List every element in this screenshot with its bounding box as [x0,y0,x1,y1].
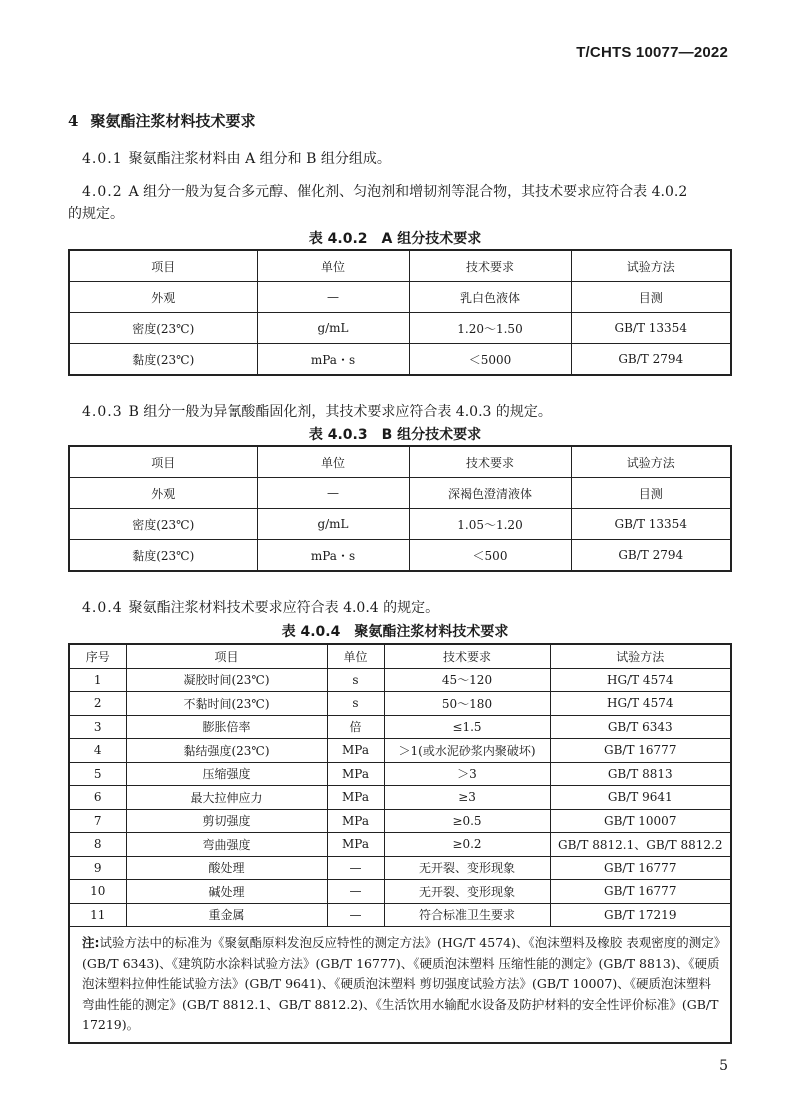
table-cell: 膨胀倍率 [126,715,327,739]
table-cell: 7 [69,809,126,833]
table-cell: 弯曲强度 [126,833,327,857]
header-cell: 试验方法 [550,644,731,668]
table-row [69,856,731,880]
table-cell: 黏度(23℃) [69,344,257,376]
table-cell: 无开裂、变形现象 [384,856,550,880]
header-cell: 技术要求 [409,446,571,478]
table-cell: ＞1(或水泥砂浆内聚破坏) [384,739,550,763]
table-cell: MPa [327,809,384,833]
table-cell: 无开裂、变形现象 [384,880,550,904]
table-cell: GB/T 17219 [550,903,731,927]
table-cell: GB/T 8813 [550,762,731,786]
section-title: 聚氨酯注浆材料技术要求 [90,112,256,130]
clause-4-0-2 [68,181,728,225]
table-cell: 1.05～1.20 [409,509,571,540]
table-cell: 8 [69,833,126,857]
table-cell: 剪切强度 [126,809,327,833]
table-cell: 深褐色澄清液体 [409,478,571,509]
table-cell: 倍 [327,715,384,739]
table-cell: GB/T 2794 [571,344,731,376]
table-cell: 2 [69,692,126,716]
table-row [69,282,731,313]
table-cell: s [327,668,384,692]
table-header-row [69,250,731,282]
standard-code: T/CHTS 10077—2022 [576,44,728,61]
table-row [69,540,731,572]
table-cell: 黏度(23℃) [69,540,257,572]
table-cell: 目测 [571,282,731,313]
clause-text: 聚氨酯注浆材料由 A 组分和 B 组分组成。 [128,151,391,167]
table-cell: ＞3 [384,762,550,786]
clause-number: 4.0.4 [82,600,123,616]
table-row [69,668,731,692]
table-cell: 重金属 [126,903,327,927]
table-cell: 凝胶时间(23℃) [126,668,327,692]
table-cell: 乳白色液体 [409,282,571,313]
table-cell: GB/T 16777 [550,739,731,763]
clause-text: B 组分一般为异氰酸酯固化剂，其技术要求应符合表 4.0.3 的规定。 [128,404,552,420]
clause-text: A 组分一般为复合多元醇、催化剂、匀泡剂和增韧剂等混合物，其技术要求应符合表 4.0.2 [128,184,688,200]
header-cell: 单位 [327,644,384,668]
table-cell: 密度(23℃) [69,313,257,344]
table-cell: 6 [69,786,126,810]
table-cell: MPa [327,762,384,786]
table-cell: — [257,282,409,313]
table-header-row [69,446,731,478]
table-cell: — [327,880,384,904]
header-cell: 技术要求 [384,644,550,668]
table-cell: 碱处理 [126,880,327,904]
table-cell: 10 [69,880,126,904]
table-cell: GB/T 13354 [571,509,731,540]
table-4-0-4 [68,643,732,1044]
header-cell: 单位 [257,250,409,282]
header-cell: 项目 [69,250,257,282]
header-cell: 项目 [126,644,327,668]
table-cell: — [327,903,384,927]
header-cell: 技术要求 [409,250,571,282]
header-cell: 试验方法 [571,250,731,282]
table-cell: g/mL [257,509,409,540]
table-cell: — [257,478,409,509]
table-cell: ＜5000 [409,344,571,376]
table-cell: ≥0.5 [384,809,550,833]
clause-4-0-4 [68,597,728,619]
table-cell: MPa [327,833,384,857]
clause-4-0-1 [68,148,728,170]
table-cell: mPa・s [257,344,409,376]
table-4-0-2 [68,249,732,376]
table-cell: ≥0.2 [384,833,550,857]
table-row [69,880,731,904]
note-label: 注: [82,935,100,950]
table-cell: 密度(23℃) [69,509,257,540]
table-cell: GB/T 13354 [571,313,731,344]
table-cell: g/mL [257,313,409,344]
table-cell: 5 [69,762,126,786]
clause-number: 4.0.1 [82,151,123,167]
table-4-0-3-caption: 表 4.0.3 B 组分技术要求 [308,427,482,443]
table-row [69,739,731,763]
table-cell: GB/T 16777 [550,856,731,880]
table-cell: MPa [327,786,384,810]
table-row [69,809,731,833]
table-row [69,762,731,786]
table-row [69,509,731,540]
table-cell: GB/T 10007 [550,809,731,833]
table-cell: 酸处理 [126,856,327,880]
clause-4-0-3 [68,401,728,423]
table-cell: GB/T 6343 [550,715,731,739]
table-cell: 最大拉伸应力 [126,786,327,810]
clause-number: 4.0.3 [82,404,123,420]
table-row [69,786,731,810]
section-number: 4 [68,112,79,130]
table-cell: HG/T 4574 [550,692,731,716]
table-cell: 45～120 [384,668,550,692]
note-text: 试验方法中的标准为《聚氨酯原料发泡反应特性的测定方法》(HG/T 4574)、《泡沫塑料及橡胶 表观密度的测定》(GB/T 6343)、《建筑防水涂料试验方法》(GB/T 16777)、《硬质泡沫塑料 压缩性能的测定》(GB/T 8813)、《硬质泡沫塑料拉伸性能试验方法》(GB/T 9641)、《硬质泡沫塑料 剪切强度试验方法》(GB/T 10007)、《硬质泡沫塑料 弯曲性能的测定》(GB/T 8812.1、GB/T 8812.2)、《生活饮用水输配水设备及防护材料的安全性评价标准》(GB/T 17219)。 [82,935,720,1032]
table-cell: — [327,856,384,880]
table-cell: 1.20～1.50 [409,313,571,344]
clause-text-cont: 的规定。 [68,206,124,222]
table-cell: ≥3 [384,786,550,810]
table-row [69,903,731,927]
table-cell: 外观 [69,478,257,509]
clause-text: 聚氨酯注浆材料技术要求应符合表 4.0.4 的规定。 [128,600,440,616]
table-cell: 外观 [69,282,257,313]
table-cell: HG/T 4574 [550,668,731,692]
table-cell: 压缩强度 [126,762,327,786]
header-cell: 项目 [69,446,257,478]
table-cell: 1 [69,668,126,692]
table-cell: 不黏时间(23℃) [126,692,327,716]
table-cell: GB/T 2794 [571,540,731,572]
table-cell: 11 [69,903,126,927]
table-cell: 符合标准卫生要求 [384,903,550,927]
table-4-0-2-caption: 表 4.0.2 A 组分技术要求 [308,231,482,247]
table-cell: 9 [69,856,126,880]
table-cell: 4 [69,739,126,763]
table-4-0-3 [68,445,732,572]
header-cell: 单位 [257,446,409,478]
table-cell: ＜500 [409,540,571,572]
table-cell: GB/T 9641 [550,786,731,810]
table-row [69,344,731,376]
table-row [69,313,731,344]
header-cell: 试验方法 [571,446,731,478]
table-cell: 黏结强度(23℃) [126,739,327,763]
table-row [69,715,731,739]
table-row [69,692,731,716]
table-note [69,927,731,1043]
table-cell: 50～180 [384,692,550,716]
clause-number: 4.0.2 [82,184,123,200]
table-4-0-4-caption: 表 4.0.4 聚氨酯注浆材料技术要求 [281,624,509,640]
table-cell: MPa [327,739,384,763]
table-header-row [69,644,731,668]
header-cell: 序号 [69,644,126,668]
table-note-row [69,927,731,1043]
table-cell: 目测 [571,478,731,509]
table-cell: mPa・s [257,540,409,572]
table-row [69,833,731,857]
table-cell: ≤1.5 [384,715,550,739]
table-cell: s [327,692,384,716]
table-cell: 3 [69,715,126,739]
page-number: 5 [719,1058,728,1074]
table-row [69,478,731,509]
section-heading [68,110,255,131]
table-cell: GB/T 16777 [550,880,731,904]
table-cell: GB/T 8812.1、GB/T 8812.2 [550,833,731,857]
